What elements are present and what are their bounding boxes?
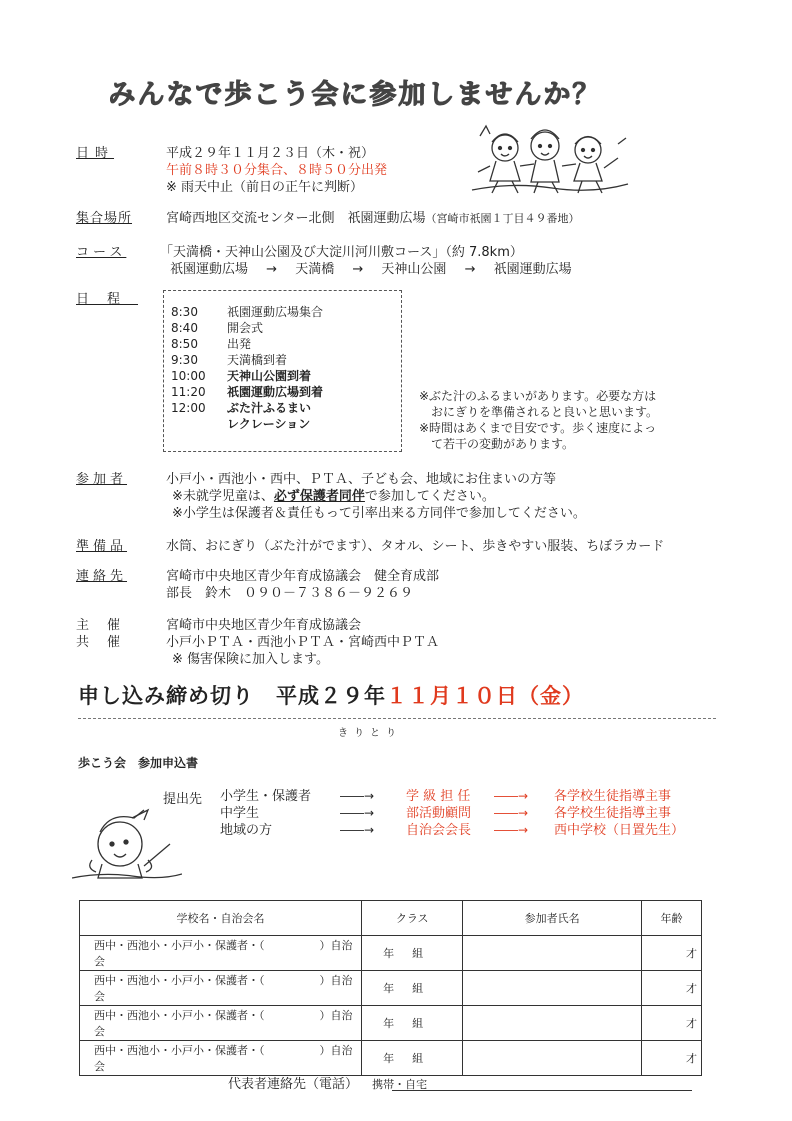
- venue-label: 集合場所: [76, 211, 133, 226]
- arrow-right-icon: →: [266, 262, 278, 277]
- guardian-required: 必ず保護者同伴: [273, 489, 365, 504]
- page-title: みんなで歩こう会に参加しませんか？: [108, 79, 601, 110]
- arrow-right-icon: →: [352, 262, 364, 277]
- route-row: 中学生 ――→ 部活動顧問 ――→ 各学校生徒指導主事: [220, 806, 672, 821]
- course-stop: 天神山公園: [381, 262, 447, 277]
- schedule-notes: ※ぶた汁のふるまいがあります。必要な方は おにぎりを準備されると良いと思います。 ※時間はあくまで目安です。歩く速度によっ て若干の変動があります。: [419, 389, 659, 451]
- schedule-item: 9:30 天満橋到着: [171, 353, 288, 367]
- schedule-item: 8:50 出発: [171, 337, 252, 351]
- name-cell[interactable]: [463, 1006, 642, 1041]
- contact-person: 部長 鈴木 ０９０－７３８６－９２６９: [166, 586, 414, 601]
- class-cell[interactable]: 年組: [362, 936, 463, 971]
- schedule-item: レクレーション: [227, 417, 311, 431]
- col-age: 年齢: [642, 901, 702, 936]
- submit-label: 提出先: [163, 792, 203, 807]
- rep-value[interactable]: 携帯・自宅: [372, 1078, 428, 1091]
- table-row: [80, 971, 702, 1006]
- route-row: 小学生・保護者 ――→ 学 級 担 任 ――→ 各学校生徒指導主事: [220, 789, 672, 804]
- course-stop: 祇園運動広場: [170, 262, 249, 277]
- class-cell[interactable]: 年組: [362, 1006, 463, 1041]
- age-cell[interactable]: 才: [642, 971, 702, 1006]
- organizer-label: 主催: [76, 618, 139, 633]
- schedule-item: 10:00 天神山公園到着: [171, 369, 312, 383]
- name-cell[interactable]: [463, 936, 642, 971]
- course-stop: 祇園運動広場: [493, 262, 572, 277]
- rep-label: 代表者連絡先（電話）: [228, 1077, 359, 1092]
- arrow-right-icon: ――→: [494, 823, 529, 837]
- course-distance: （約 7.8km）: [445, 245, 523, 260]
- venue-name: 宮崎西地区交流センター北側 祇園運動広場: [166, 211, 426, 226]
- deadline-prefix: 申し込み締め切り 平成２９年: [78, 684, 386, 708]
- schedule-item: 8:30 祇園運動広場集合: [171, 305, 324, 319]
- insurance-note: ※ 傷害保険に加入します。: [172, 652, 329, 667]
- col-school: 学校名・自治会名: [80, 901, 362, 936]
- schedule-item: 8:40 開会式: [171, 321, 264, 335]
- table-row: [80, 1041, 702, 1076]
- venue-address: （宮崎市祇園１丁目４９番地）: [425, 212, 580, 225]
- participants-line2: ※未就学児童は、必ず保護者同伴で参加してください。: [172, 489, 495, 504]
- name-cell[interactable]: [463, 1041, 642, 1076]
- schedule-label: 日程: [76, 292, 139, 307]
- col-class: クラス: [362, 901, 463, 936]
- arrow-right-icon: ――→: [340, 789, 375, 803]
- course-label: コース: [76, 245, 127, 260]
- organizer-text: 宮崎市中央地区青少年育成協議会: [166, 618, 362, 633]
- schedule-list: [171, 304, 323, 432]
- school-cell[interactable]: 西中・西池小・小戸小・保護者・（ ）自治会: [80, 1006, 362, 1041]
- course-stop: 天満橋: [295, 262, 335, 277]
- cosponsor-text: 小戸小ＰＴＡ・西池小ＰＴＡ・宮崎西中ＰＴＡ: [166, 635, 440, 650]
- col-name: 参加者氏名: [463, 901, 642, 936]
- participants-line1: 小戸小・西池小・西中、ＰＴＡ、子ども会、地域にお住まいの方等: [166, 472, 557, 487]
- age-cell[interactable]: 才: [642, 1006, 702, 1041]
- school-cell[interactable]: 西中・西池小・小戸小・保護者・（ ）自治会: [80, 971, 362, 1006]
- arrow-right-icon: ――→: [494, 789, 529, 803]
- deadline: [78, 680, 584, 710]
- submission-routes: [220, 788, 684, 839]
- course-name: 「天満橋・天神山公園及び大淀川河川敷コース」: [160, 245, 446, 260]
- table-header-row: [80, 901, 702, 936]
- participants-line3: ※小学生は保護者＆責任もって引率出来る方同伴で参加してください。: [172, 506, 586, 521]
- arrow-right-icon: ――→: [494, 806, 529, 820]
- school-cell[interactable]: 西中・西池小・小戸小・保護者・（ ）自治会: [80, 1041, 362, 1076]
- cartoon-kid-illustration: [72, 806, 182, 886]
- walking-kids-illustration: [470, 124, 630, 196]
- table-row: [80, 936, 702, 971]
- participants-label: 参加者: [76, 472, 128, 487]
- rep-underline: [392, 1090, 692, 1091]
- registration-table: [79, 900, 702, 1076]
- schedule-item: 12:00 ぶた汁ふるまい: [171, 401, 312, 415]
- items-text: 水筒、おにぎり（ぶた汁がでます）、タオル、シート、歩きやすい服装、ちぼラカード: [166, 539, 665, 554]
- cut-label: きりとり: [338, 724, 402, 739]
- venue-text: [166, 207, 579, 226]
- age-cell[interactable]: 才: [642, 936, 702, 971]
- datetime-date: 平成２９年１１月２３日（木・祝）: [166, 146, 375, 161]
- schedule-item: 11:20 祇園運動広場到着: [171, 385, 324, 399]
- datetime-meeting-time: 午前８時３０分集合、８時５０分出発: [166, 163, 388, 178]
- items-label: 準備品: [76, 539, 128, 554]
- name-cell[interactable]: [463, 971, 642, 1006]
- cut-line: [78, 718, 716, 719]
- course-route: [170, 258, 572, 277]
- deadline-date: １１月１０日（金）: [386, 684, 584, 708]
- school-cell[interactable]: 西中・西池小・小戸小・保護者・（ ）自治会: [80, 936, 362, 971]
- age-cell[interactable]: 才: [642, 1041, 702, 1076]
- arrow-right-icon: ――→: [340, 823, 375, 837]
- class-cell[interactable]: 年組: [362, 1041, 463, 1076]
- table-row: [80, 1006, 702, 1041]
- contact-label: 連絡先: [76, 569, 128, 584]
- datetime-rain-note: ※ 雨天中止（前日の正午に判断）: [166, 180, 364, 195]
- contact-org: 宮崎市中央地区青少年育成協議会 健全育成部: [166, 569, 440, 584]
- class-cell[interactable]: 年組: [362, 971, 463, 1006]
- cosponsor-label: 共催: [76, 635, 139, 650]
- arrow-right-icon: →: [464, 262, 476, 277]
- datetime-label: 日時: [76, 146, 115, 161]
- form-title: 歩こう会 参加申込書: [78, 756, 199, 770]
- arrow-right-icon: ――→: [340, 806, 375, 820]
- route-row: 地域の方 ――→ 自治会会長 ――→ 西中学校（日置先生）: [220, 823, 685, 838]
